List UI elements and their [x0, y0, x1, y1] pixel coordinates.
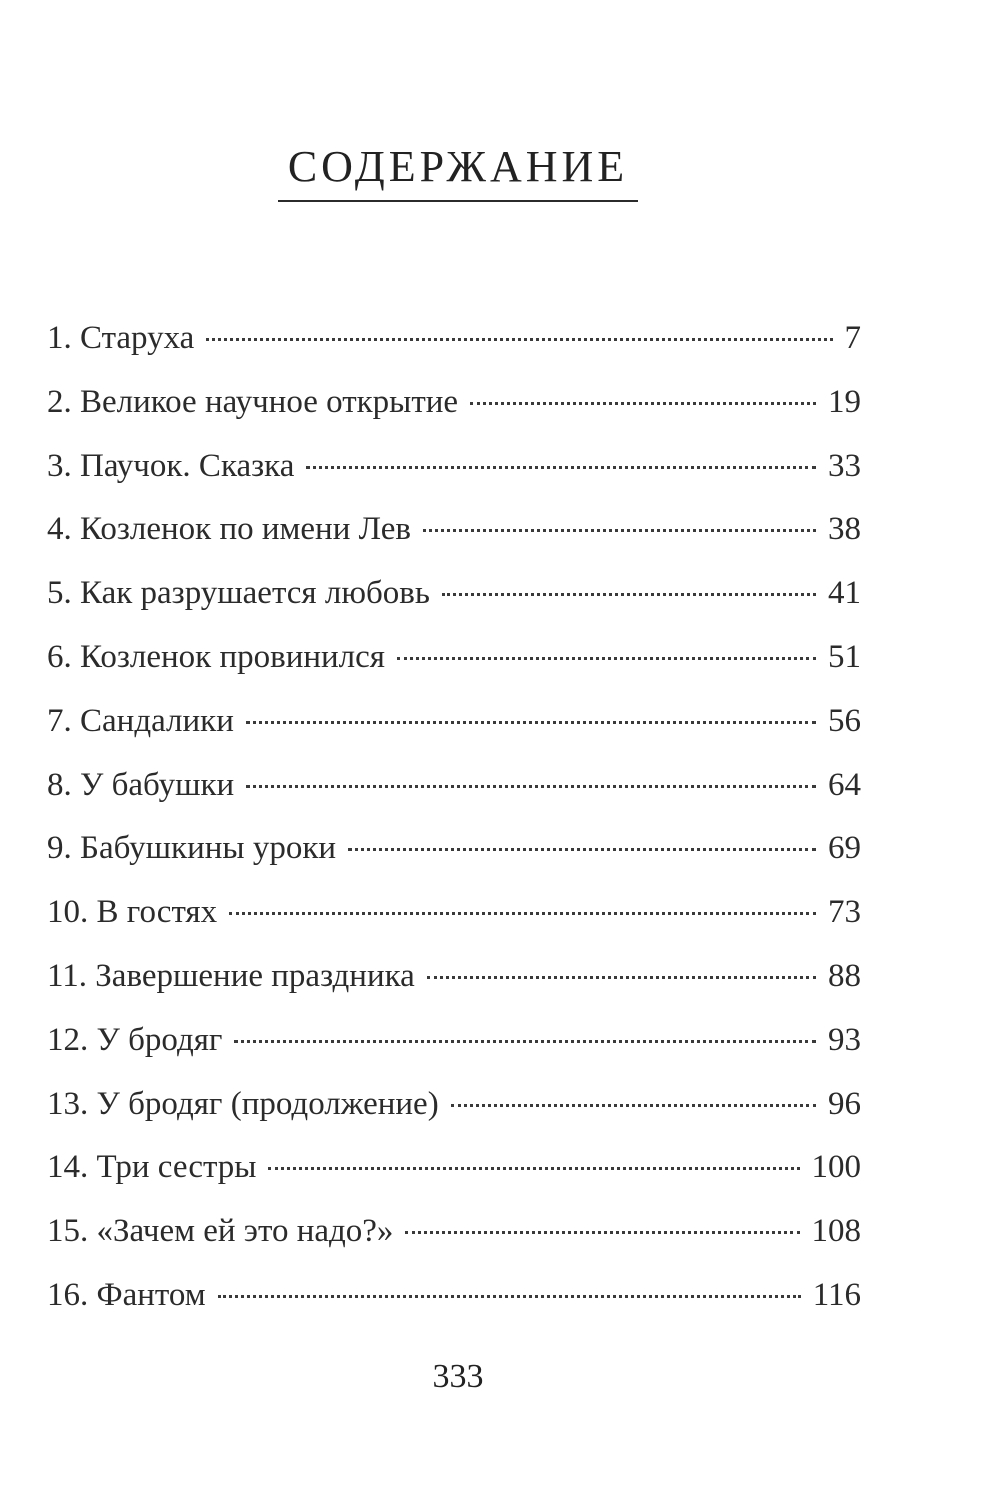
toc-entry — [47, 562, 861, 626]
toc-dot-leader — [206, 338, 832, 341]
toc-entry-title: 12. У бродяг — [47, 1021, 223, 1058]
toc-dot-leader — [442, 593, 816, 596]
toc-dot-leader — [423, 529, 816, 532]
toc-entry-title: 8. У бабушки — [47, 766, 235, 803]
toc-dot-leader — [234, 1040, 816, 1043]
title-wrap — [0, 112, 916, 232]
toc-entry-title: 4. Козленок по имени Лев — [47, 511, 412, 548]
toc-entry-title: 5. Как разрушается любовь — [47, 575, 430, 612]
toc-entry — [47, 371, 861, 435]
toc-dot-leader — [427, 976, 816, 979]
toc-entry-page: 41 — [828, 575, 861, 612]
toc-entry — [47, 498, 861, 562]
table-of-contents — [47, 307, 861, 1328]
toc-entry-page: 108 — [811, 1213, 861, 1250]
toc-entry-page: 100 — [811, 1149, 861, 1186]
toc-entry-title: 15. «Зачем ей это надо?» — [47, 1213, 394, 1250]
toc-dot-leader — [246, 721, 816, 724]
toc-dot-leader — [306, 466, 816, 469]
toc-dot-leader — [470, 402, 816, 405]
toc-dot-leader — [268, 1167, 799, 1170]
toc-entry-page: 88 — [828, 957, 861, 994]
toc-entry — [47, 754, 861, 818]
toc-entry-title: 7. Сандалики — [47, 702, 234, 739]
toc-entry-title: 11. Завершение праздника — [47, 957, 415, 994]
toc-dot-leader — [451, 1104, 816, 1107]
toc-dot-leader — [246, 785, 816, 788]
toc-entry-title: 6. Козленок провинился — [47, 638, 385, 675]
toc-entry-page: 73 — [828, 894, 861, 931]
toc-entry-page: 96 — [828, 1085, 861, 1122]
toc-entry-title: 9. Бабушкины уроки — [47, 830, 337, 867]
page-title: СОДЕРЖАНИЕ — [278, 141, 638, 202]
toc-entry — [47, 307, 861, 371]
toc-entry-page: 64 — [828, 766, 861, 803]
toc-entry-title: 2. Великое научное открытие — [47, 383, 459, 420]
toc-entry-page: 116 — [812, 1276, 861, 1313]
toc-dot-leader — [229, 912, 816, 915]
toc-entry — [47, 817, 861, 881]
toc-entry-page: 33 — [828, 447, 861, 484]
toc-dot-leader — [348, 848, 816, 851]
toc-entry — [47, 435, 861, 499]
toc-entry — [47, 945, 861, 1009]
toc-entry-page: 93 — [828, 1021, 861, 1058]
toc-entry — [47, 690, 861, 754]
page-number: 333 — [432, 1358, 484, 1395]
toc-entry-title: 3. Паучок. Сказка — [47, 447, 295, 484]
toc-entry-page: 7 — [844, 320, 861, 356]
toc-entry — [47, 626, 861, 690]
toc-dot-leader — [397, 657, 816, 660]
toc-entry — [47, 1009, 861, 1073]
toc-entry-title: 10. В гостях — [47, 894, 218, 931]
toc-entry-page: 38 — [828, 511, 861, 548]
toc-entry — [47, 1073, 861, 1137]
toc-dot-leader — [405, 1231, 799, 1234]
toc-entry-page: 51 — [828, 638, 861, 675]
toc-entry — [47, 881, 861, 945]
toc-entry-title: 16. Фантом — [47, 1276, 206, 1313]
toc-entry-page: 19 — [828, 383, 861, 420]
toc-entry — [47, 1136, 861, 1200]
toc-entry-page: 56 — [828, 702, 861, 739]
toc-entry-page: 69 — [828, 830, 861, 867]
toc-entry — [47, 1200, 861, 1264]
toc-entry — [47, 1264, 861, 1328]
toc-entry-title: 1. Старуха — [47, 320, 195, 356]
toc-dot-leader — [218, 1295, 801, 1298]
toc-entry-title: 14. Три сестры — [47, 1149, 257, 1186]
toc-entry-title: 13. У бродяг (продолжение) — [47, 1085, 439, 1122]
